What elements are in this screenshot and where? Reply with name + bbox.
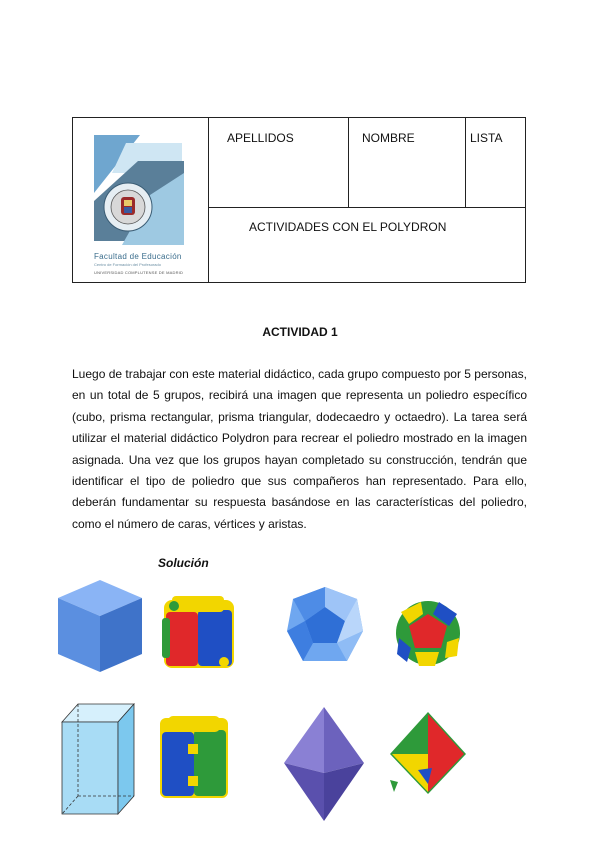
logo-faculty-text: Facultad de Educación bbox=[94, 252, 182, 261]
activity-heading: ACTIVIDAD 1 bbox=[262, 325, 338, 339]
logo-university-text: UNIVERSIDAD COMPLUTENSE DE MADRID bbox=[94, 270, 184, 275]
polydron-prism-photo bbox=[158, 714, 230, 800]
octahedron-illustration bbox=[282, 705, 366, 823]
rectangular-prism-illustration bbox=[60, 700, 138, 818]
dodecahedron-illustration bbox=[285, 585, 365, 667]
divider bbox=[208, 118, 209, 282]
cube-illustration bbox=[56, 578, 144, 674]
solution-label: Solución bbox=[158, 556, 209, 570]
divider bbox=[348, 118, 349, 207]
apellidos-label: APELLIDOS bbox=[227, 131, 294, 145]
polydron-cube-photo bbox=[160, 594, 238, 672]
logo-subtitle-text: Centro de Formación del Profesorado bbox=[94, 262, 161, 267]
activity-title: ACTIVIDADES CON EL POLYDRON bbox=[249, 220, 447, 234]
faculty-logo bbox=[92, 133, 188, 251]
divider bbox=[208, 207, 526, 208]
polydron-octahedron-photo bbox=[388, 710, 468, 796]
lista-label: LISTA bbox=[470, 131, 503, 145]
activity-paragraph: Luego de trabajar con este material didáctico, cada grupo compuesto por 5 personas, en un total de 5 grupos, recibirá una imagen que representa un poliedro específico (cubo, prisma rectangular, prisma triangular, dodecaedro y octaedro). La tarea será utilizar el material didáctico Polydron para recrear el poliedro mostrado en la imagen asignada. Una vez que los grupos hayan completado su construcción, tendrán que identificar el tipo de poliedro que sus compañeros han representado. Para ello, deberán fundamentar su respuesta basándose en las características del poliedro, como el número de caras, vértices y aristas. bbox=[72, 367, 527, 531]
nombre-label: NOMBRE bbox=[362, 131, 415, 145]
divider bbox=[465, 118, 466, 207]
polydron-dodecahedron-photo bbox=[393, 598, 463, 668]
